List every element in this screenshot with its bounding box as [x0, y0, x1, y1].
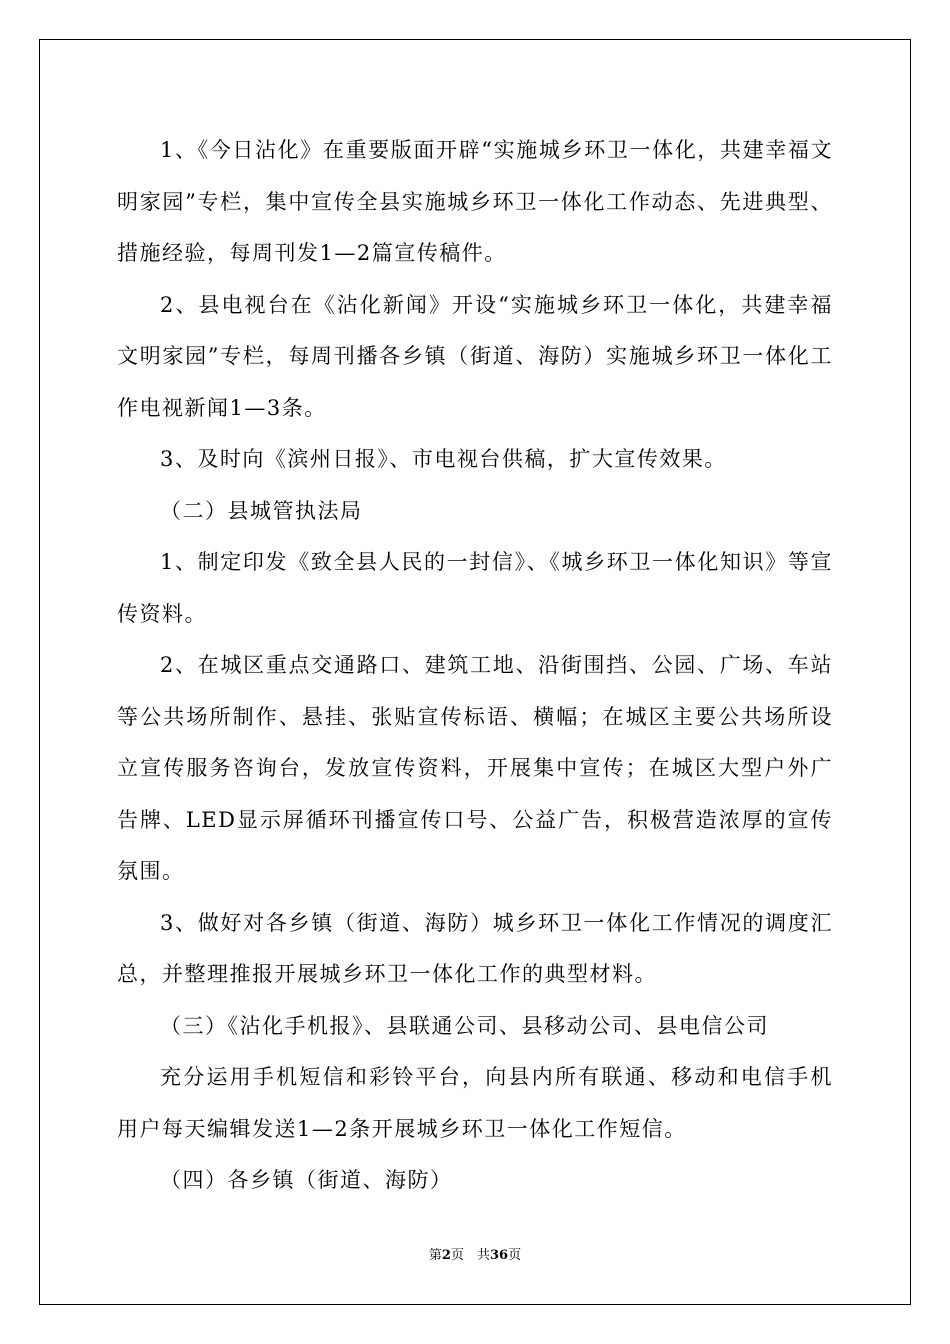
paragraph: 3、做好对各乡镇（街道、海防）城乡环卫一体化工作情况的调度汇总，并整理推报开展城乡环卫一体化工作的典型材料。: [117, 910, 833, 986]
paragraph: 2、县电视台在《沾化新闻》开设“实施城乡环卫一体化，共建幸福文明家园”专栏，每周刊播各乡镇（街道、海防）实施城乡环卫一体化工作电视新闻1—3条。: [117, 292, 833, 420]
section-heading: （三）《沾化手机报》、县联通公司、县移动公司、县电信公司: [160, 1013, 769, 1038]
page-number: 2: [441, 1248, 451, 1263]
page-mid: 页 共: [450, 1248, 490, 1263]
paragraph: 3、及时向《滨州日报》、市电视台供稿，扩大宣传效果。: [160, 447, 727, 471]
paragraph: 1、《今日沾化》在重要版面开辟“实施城乡环卫一体化，共建幸福文明家园”专栏，集中宣传全县实施城乡环卫一体化工作动态、先进典型、措施经验，每周刊发1—2篇宣传稿件。: [117, 138, 833, 265]
paragraph: 1、制定印发《致全县人民的一封信》、《城乡环卫一体化知识》等宣传资料。: [117, 550, 833, 626]
paragraph: 2、在城区重点交通路口、建筑工地、沿街围挡、公园、广场、车站等公共场所制作、悬挂、张贴宣传标语、横幅；在城区主要公共场所设立宣传服务咨询台，发放宣传资料，开展集中宣传；在城区大型户外广告牌、LED显示屏循环刊播宣传口号、公益广告，积极营造浓厚的宣传氛围。: [117, 653, 833, 883]
section-heading: （二）县城管执法局: [160, 498, 363, 523]
document-body: [117, 125, 833, 1207]
page-prefix: 第: [428, 1248, 442, 1263]
page-suffix: 页: [508, 1248, 522, 1263]
total-pages: 36: [489, 1248, 509, 1263]
section-heading: （四）各乡镇（街道、海防）: [160, 1168, 453, 1192]
page-footer: [0, 1246, 950, 1266]
paragraph: 充分运用手机短信和彩铃平台，向县内所有联通、移动和电信手机用户每天编辑发送1—2条开展城乡环卫一体化工作短信。: [117, 1065, 833, 1141]
